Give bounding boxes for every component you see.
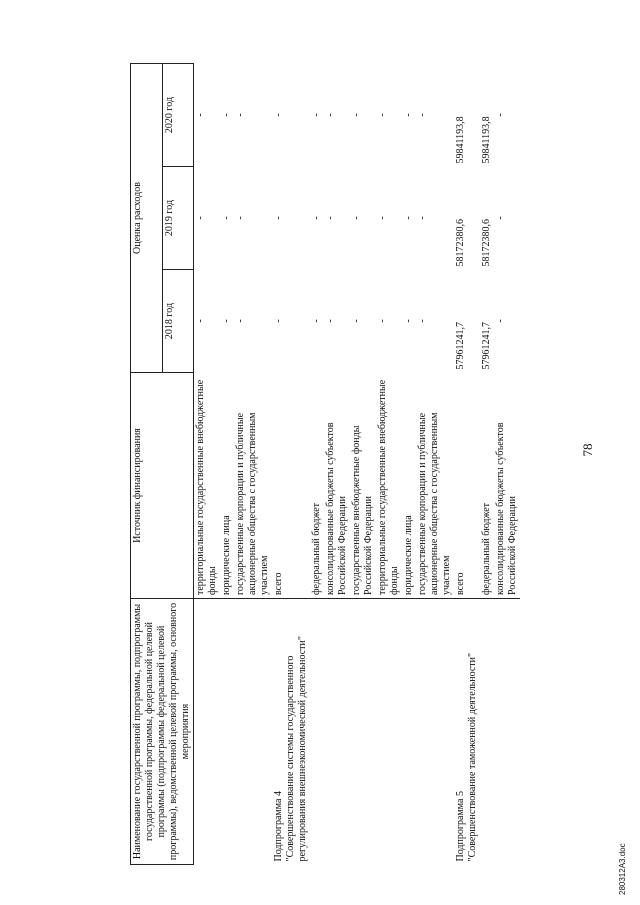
program-name-cell	[310, 599, 324, 865]
financing-source-cell: государственные корпорации и публичные акционерные общества с государственным участием	[234, 373, 272, 599]
table-row	[402, 64, 416, 865]
program-title: "Совершенствование системы государственного регулирования внешнеэкономической деятельности"	[285, 636, 308, 862]
value-cell-2018: -	[195, 319, 206, 323]
value-cell-2020: 59841193,8	[455, 116, 466, 164]
table-row	[234, 64, 272, 865]
value-cell-2020: -	[351, 113, 362, 117]
value-cell-2018: -	[495, 319, 506, 323]
value-cell-2020: -	[235, 113, 246, 117]
table-row	[376, 64, 402, 865]
value-cell-2018: -	[325, 319, 336, 323]
value-cell-2019: -	[325, 216, 336, 220]
financing-source-cell: государственные внебюджетные фонды Российской Федерации	[350, 373, 376, 599]
value-cell-2018: -	[235, 319, 246, 323]
value-cell-2019: 58172380,6	[455, 219, 466, 267]
program-name-cell	[324, 599, 350, 865]
table-row	[494, 64, 520, 865]
value-cell-2019: -	[377, 216, 388, 220]
program-name-cell	[272, 599, 310, 865]
table-row	[350, 64, 376, 865]
value-cell-2018: 57961241,7	[481, 322, 492, 370]
program-name-cell	[220, 599, 234, 865]
table-row	[194, 64, 221, 865]
table-row	[272, 64, 310, 865]
value-cell-2019: -	[351, 216, 362, 220]
program-name-cell	[454, 599, 480, 865]
program-name-cell	[416, 599, 454, 865]
program-title: "Совершенствование таможенной деятельности"	[467, 652, 478, 862]
value-cell-2020: -	[495, 113, 506, 117]
value-cell-2019: -	[195, 216, 206, 220]
financing-table	[130, 63, 520, 865]
value-cell-2020: -	[311, 113, 322, 117]
header-year-2020: 2020 год	[162, 64, 194, 167]
value-cell-2020: -	[403, 113, 414, 117]
table-row	[310, 64, 324, 865]
financing-source-cell: территориальные государственные внебюджетные фонды	[194, 373, 221, 599]
value-cell-2019: -	[221, 216, 232, 220]
value-cell-2019: -	[311, 216, 322, 220]
table-row	[220, 64, 234, 865]
header-name: Наименование государственной программы, подпрограммы государственной программы, федеральной целевой программы (подпрограммы федеральной целевой программы), ведомственной целевой программы, основного мероприятия	[131, 599, 194, 865]
financing-source-cell: федеральный бюджет	[480, 373, 494, 599]
value-cell-2019: -	[417, 216, 428, 220]
program-name-cell	[494, 599, 520, 865]
financing-source-cell: государственные корпорации и публичные акционерные общества с государственным участием	[416, 373, 454, 599]
table-row	[416, 64, 454, 865]
financing-source-cell: юридические лица	[402, 373, 416, 599]
header-year-2018: 2018 год	[162, 270, 194, 373]
page-number: 78	[580, 443, 595, 457]
footer-filename: 280312А3.doc	[618, 843, 627, 895]
table-body	[194, 64, 521, 865]
value-cell-2018: -	[403, 319, 414, 323]
program-name-cell	[376, 599, 402, 865]
value-cell-2018: -	[417, 319, 428, 323]
value-cell-2019: 58172380,6	[481, 219, 492, 267]
program-name-cell	[350, 599, 376, 865]
value-cell-2020: -	[221, 113, 232, 117]
value-cell-2018: -	[273, 319, 284, 323]
financing-source-cell: всего	[454, 373, 480, 599]
table-row	[480, 64, 494, 865]
program-name-cell	[402, 599, 416, 865]
value-cell-2020: -	[417, 113, 428, 117]
value-cell-2020: -	[377, 113, 388, 117]
value-cell-2019: -	[495, 216, 506, 220]
program-number: Подпрограмма 5	[455, 791, 466, 862]
value-cell-2020: -	[273, 113, 284, 117]
financing-source-cell: всего	[272, 373, 310, 599]
financing-source-cell: консолидированные бюджеты субъектов Российской Федерации	[494, 373, 520, 599]
table-row	[324, 64, 350, 865]
header-source: Источник финансирования	[131, 373, 194, 599]
value-cell-2018: -	[221, 319, 232, 323]
financing-source-cell: консолидированные бюджеты субъектов Российской Федерации	[324, 373, 350, 599]
value-cell-2019: -	[403, 216, 414, 220]
header-year-2019: 2019 год	[162, 167, 194, 270]
table-row	[454, 64, 480, 865]
value-cell-2020: -	[325, 113, 336, 117]
value-cell-2019: -	[273, 216, 284, 220]
value-cell-2018: 57961241,7	[455, 322, 466, 370]
program-name-cell	[194, 599, 221, 865]
header-estimate: Оценка расходов	[131, 64, 163, 373]
value-cell-2020: 59841193,8	[481, 116, 492, 164]
value-cell-2018: -	[311, 319, 322, 323]
financing-source-cell: территориальные государственные внебюджетные фонды	[376, 373, 402, 599]
value-cell-2020: -	[195, 113, 206, 117]
value-cell-2018: -	[351, 319, 362, 323]
financing-source-cell: юридические лица	[220, 373, 234, 599]
program-name-cell	[480, 599, 494, 865]
program-name-cell	[234, 599, 272, 865]
value-cell-2018: -	[377, 319, 388, 323]
value-cell-2019: -	[235, 216, 246, 220]
financing-source-cell: федеральный бюджет	[310, 373, 324, 599]
program-number: Подпрограмма 4	[273, 791, 284, 862]
